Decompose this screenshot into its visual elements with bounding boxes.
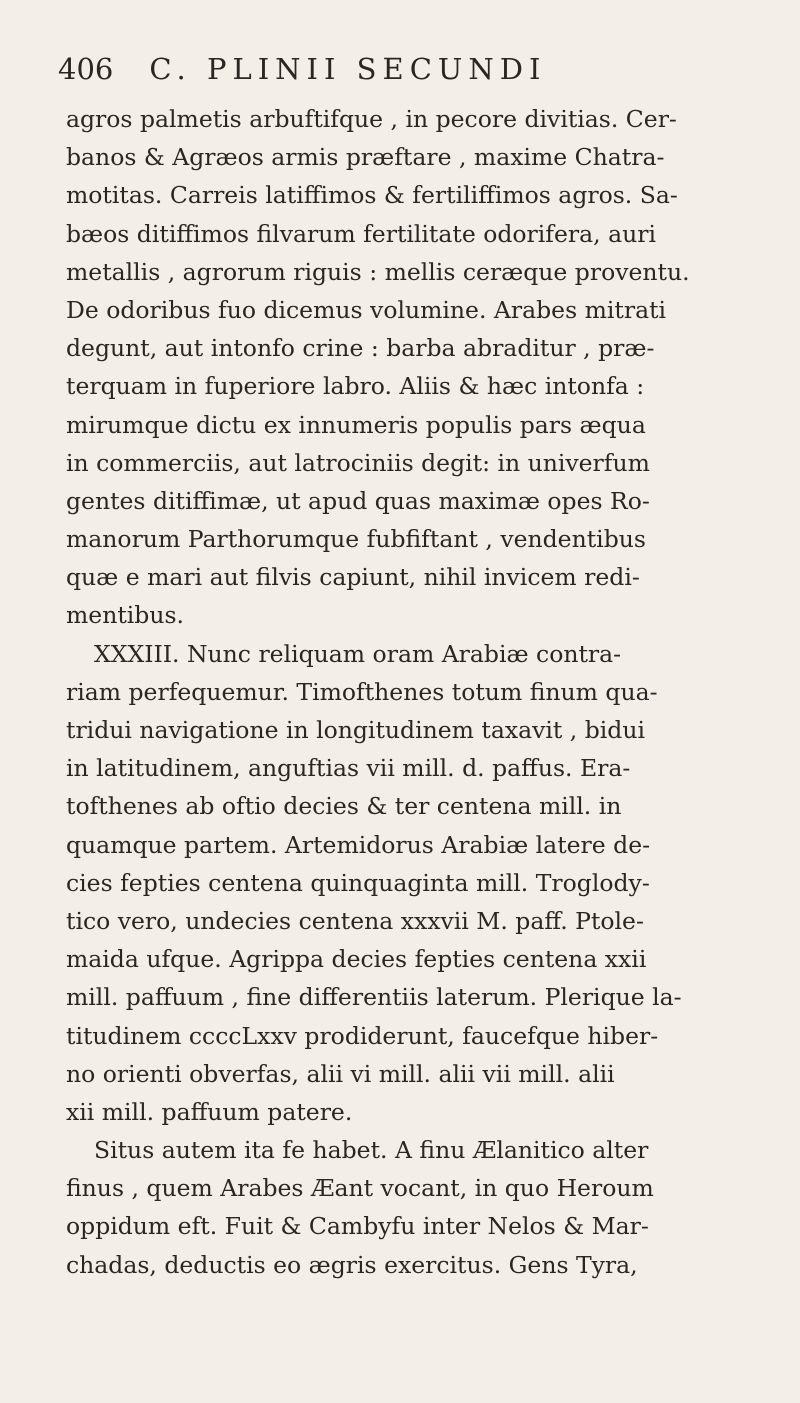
text-line: tofthenes ab oftio decies & ter centena mill. in	[66, 792, 622, 821]
text-line: banos & Agræos armis præftare , maxime Chatra-	[66, 143, 665, 172]
text-line: xii mill. paffuum patere.	[66, 1097, 353, 1126]
text-line: manorum Parthorumque fubfiftant , vendentibus	[66, 525, 646, 554]
text-line: maida ufque. Agrippa decies fepties centena xxii	[66, 945, 647, 974]
text-line: metallis , agrorum riguis : mellis ceræque proventu.	[66, 257, 690, 286]
text-line: tico vero, undecies centena xxxvii M. paff. Ptole-	[66, 906, 644, 935]
text-line: in commerciis, aut latrociniis degit: in univerfum	[66, 448, 650, 477]
text-line: tridui navigatione in longitudinem taxavit , bidui	[66, 716, 645, 744]
text-line: chadas, deductis eo ægris exercitus. Gens Tyra,	[66, 1250, 638, 1279]
text-line: finus , quem Arabes Æant vocant, in quo Heroum	[66, 1174, 654, 1203]
page-header	[58, 52, 758, 100]
text-line: mill. paffuum , fine differentiis laterum. Plerique la-	[66, 983, 682, 1012]
running-head: C. PLINII SECUNDI	[149, 52, 547, 86]
text-line: in latitudinem, anguftias vii mill. d. paffus. Era-	[66, 754, 631, 783]
text-line: cies fepties centena quinquaginta mill. Troglody-	[66, 868, 650, 897]
text-line: motitas. Carreis latiffimos & fertiliffimos agros. Sa-	[66, 181, 678, 210]
paragraph-start-line: Situs autem ita fe habet. A finu Ælanitico alter	[94, 1136, 649, 1165]
section-heading-line: XXXIII. Nunc reliquam oram Arabiæ contra-	[94, 639, 622, 668]
text-line: degunt, aut intonfo crine : barba abraditur , præ-	[66, 334, 655, 363]
text-line: agros palmetis arbuftifque , in pecore divitias. Cer-	[66, 105, 677, 133]
text-line: mentibus.	[66, 601, 184, 630]
text-line: quæ e mari aut filvis capiunt, nihil invicem redi-	[66, 563, 640, 592]
page-number: 406	[58, 52, 114, 86]
text-line: oppidum eft. Fuit & Cambyfu inter Nelos & Mar-	[66, 1212, 649, 1241]
text-line: bæos ditiffimos filvarum fertilitate odorifera, auri	[66, 219, 656, 248]
text-line: mirumque dictu ex innumeris populis pars æqua	[66, 410, 646, 439]
text-line: titudinem ccccLxxv prodiderunt, faucefque hiber-	[66, 1021, 659, 1050]
text-line: quamque partem. Artemidorus Arabiæ latere de-	[66, 830, 651, 859]
text-line: riam perfequemur. Timofthenes totum finum qua-	[66, 677, 658, 706]
text-line: gentes ditiffimæ, ut apud quas maximæ opes Ro-	[66, 486, 650, 515]
text-line: no orienti obverfas, alii vi mill. alii vii mill. alii	[66, 1059, 615, 1088]
text-line: De odoribus fuo dicemus volumine. Arabes mitrati	[66, 295, 667, 324]
text-line: terquam in fuperiore labro. Aliis & hæc intonfa :	[66, 372, 645, 401]
body-text	[66, 100, 766, 1284]
